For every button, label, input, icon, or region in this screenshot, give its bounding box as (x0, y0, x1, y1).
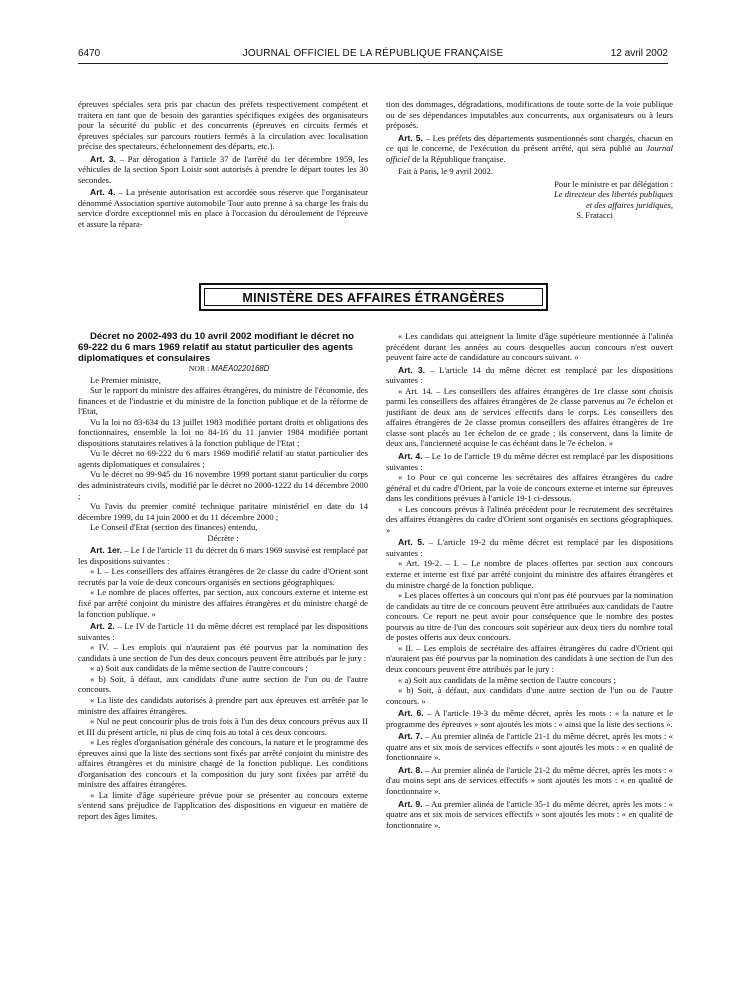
nor-reference: NOR : MAEA0220168D (188, 364, 270, 373)
header-rule (78, 63, 668, 64)
paragraph: « Art. 14. – Les conseillers des affaires étrangères de 1re classe sont choisis parmi les conseillers des affaires étrangères de 2e classe parvenus au 7e échelon et justifiant de deux ans de services effectifs dans le corps. Les conseillers des affaires étrangères de 2e classe promus conseillers des affaires étrangères de 1re classe sont placés au 1er échelon de ce grade ; ils conservent, dans la limite de deux ans, l'ancienneté acquise le cas échéant dans le 7e échelon. » (386, 385, 673, 449)
paragraph: « II. – Les emplois de secrétaire des affaires étrangères du cadre d'Orient qui n'auraient pas été pourvus par la nomination des candidats à une section de l'un des deux concours peuvent être attribués par le jury : (386, 642, 673, 674)
paragraph: Sur le rapport du ministre des affaires étrangères, du ministre de l'économie, des finances et de l'industrie et du ministre de la fonction publique et de la réforme de l'Etat, (78, 385, 368, 417)
journal-name: Journal officiel (386, 143, 673, 164)
top-left-column (78, 99, 368, 230)
ministry-title: MINISTÈRE DES AFFAIRES ÉTRANGÈRES (204, 288, 543, 306)
paragraph: « Les règles d'organisation générale des concours, la nature et le programme des épreuves ainsi que la liste des sections sont fixés par arrêté conjoint du ministre des affaires étrangères et du ministre chargé de la fonction publique. Les conditions d'organisation des concours et la composition du jury sont fixées par arrêté du ministre des affaires étrangères. (78, 737, 368, 790)
decree-right-column (386, 331, 673, 830)
article-4: Art. 4. – La présente autorisation est accordée sous réserve que l'organisateur dénommé Association sportive automobile Tour auto prenne à sa charge les frais du service d'ordre exceptionnel mis en place à l'occasion du déroulement de l'épreuve et assure la répara- (78, 187, 369, 230)
done-at: Fait à Paris, le 9 avril 2002. (398, 166, 493, 177)
paragraph: « 1o Pour ce qui concerne les secrétaires des affaires étrangères du cadre général et du cadre d'Orient, par la voie de concours externe et interne sur épreuves dans les conditions prévues à l'article 19-1 ci-dessous. (386, 472, 673, 504)
paragraph: « Les concours prévus à l'alinéa précédent pour le recrutement des secrétaires des affaires étrangères du cadre d'Orient sont organisés en sections géographiques. » (386, 503, 673, 535)
article-label: Art. 2. (90, 621, 115, 632)
article-label: Art. 4. (90, 187, 116, 198)
paragraph: Le Conseil d'Etat (section des finances) entendu, (90, 522, 258, 533)
article-label: Art. 5. (398, 537, 425, 548)
article-label: Art. 8. (398, 764, 423, 775)
paragraph: Le Premier ministre, (90, 374, 161, 385)
decree-left-column (78, 331, 368, 822)
paragraph: épreuves spéciales sera pris par chacun des préfets respectivement compétent et traitera en tant que de besoin des garanties spécifiques exigées des organisateurs pour la sécurité du public et des concurrents (épreuves en circuits fermés et épreuves spéciales sur parcours routiers fermés à la circulation avec localisation précise des spectateurs, échelonnement des départs, etc.). (78, 99, 368, 152)
signature-line-3: et des affaires juridiques, (585, 199, 673, 210)
paragraph: « Les places offertes à un concours qui n'ont pas été pourvues par la nomination de candidats au titre de ce concours peuvent être attribuées aux candidats de l'autre concours. Ce report ne peut avoir pour conséquence que le nombre des postes pourvus au titre de l'un des concours soit supérieur aux deux tiers du nombre total de postes offerts aux deux concours. (386, 590, 673, 643)
article-label: Art. 5. (398, 132, 423, 143)
article-label: Art. 6. (398, 708, 424, 719)
article-paragraph: Art. 4. – Le 1o de l'article 19 du même décret est remplacé par les dispositions suivantes : (386, 451, 673, 472)
top-right-column (386, 99, 673, 221)
article-paragraph: Art. 3. – L'article 14 du même décret est remplacé par les dispositions suivantes : (386, 364, 673, 386)
article-label: Art. 3. (90, 153, 116, 164)
article-paragraph: Art. 6. – A l'article 19-3 du même décret, après les mots : « la nature et le programme des épreuves » sont ajoutés les mots : « ainsi que la liste des sections ». (386, 708, 674, 729)
paragraph: « b) Soit, à défaut, aux candidats d'une autre section de l'un ou de l'autre concours. » (386, 685, 673, 706)
article-label: Art. 1er. (90, 545, 123, 556)
article-5: Art. 5. – Les préfets des départements susmentionnés sont chargés, chacun en ce qui le concerne, de l'exécution du présent arrêté, qui sera publié au Journal officiel de la République française. (386, 132, 673, 164)
article-paragraph: Art. 5. – L'article 19-2 du même décret est remplacé par les dispositions suivantes : (386, 537, 673, 558)
ministry-banner (199, 283, 548, 311)
article-paragraph: Art. 9. – Au premier alinéa de l'article 35-1 du même décret, après les mots : « quatre ans et six mois de services effectifs » sont ajoutés les mots : « en qualité de fonctionnaire ». (386, 798, 673, 830)
decree-left-body (78, 375, 368, 822)
decree-right-body (386, 331, 673, 830)
article-label: Art. 3. (398, 364, 426, 375)
decree-title: Décret no 2002-493 du 10 avril 2002 modifiant le décret no 69-222 du 6 mars 1969 relatif au statut particulier des agents diplomatiques et consulaires (78, 331, 354, 364)
article-paragraph: Art. 8. – Au premier alinéa de l'article 21-2 du même décret, après les mots : « d'au moins sept ans de services effectifs » sont ajoutés les mots : « en qualité de fonctionnaire ». (386, 764, 673, 796)
paragraph: « La limite d'âge supérieure prévue pour se présenter au concours externe s'entend sans préjudice de l'application des dispositions en vigueur en matière de report des âges limites. (78, 789, 368, 821)
issue-date: 12 avril 2002 (610, 48, 668, 59)
article-paragraph: Art. 1er. – Le I de l'article 11 du décret du 6 mars 1969 susvisé est remplacé par les dispositions suivantes : (78, 545, 368, 566)
paragraph: « I. – Les conseillers des affaires étrangères de 2e classe du cadre d'Orient sont recrutés par la voie de deux concours organisés en sections géographiques. (78, 566, 368, 587)
page-header (78, 46, 668, 62)
paragraph: Vu le décret no 99-945 du 16 novembre 1999 portant statut particulier du corps des administrateurs civils, modifié par le décret no 2000-1222 du 14 décembre 2000 ; (78, 469, 368, 501)
paragraph: Décrète : (207, 532, 239, 543)
signatory-name: S. Fratacci (576, 210, 613, 221)
paragraph: Vu le décret no 69-222 du 6 mars 1969 modifié relatif au statut particulier des agents diplomatiques et consulaires ; (78, 448, 368, 469)
paragraph: « Les candidats qui atteignent la limite d'âge supérieure mentionnée à l'alinéa précédent durant les années au cours desquelles aucun concours n'est ouvert peuvent faire acte de candidature au concours suivant. » (386, 331, 673, 363)
nor-code: MAEA0220168D (211, 364, 270, 373)
paragraph: « Nul ne peut concourir plus de trois fois à l'un des deux concours prévus aux II et III du présent article, ni plus de cinq fois au total à ces deux concours. (78, 716, 368, 737)
article-paragraph: Art. 7. – Au premier alinéa de l'article 21-1 du même décret, après les mots : « quatre ans et six mois de services effectifs » sont ajoutés les mots : « en qualité de fonctionnaire ». (386, 731, 673, 763)
article-label: Art. 4. (398, 451, 423, 462)
paragraph: « La liste des candidats autorisés à prendre part aux épreuves est arrêtée par le ministre des affaires étrangères. (78, 694, 368, 716)
paragraph: « a) Soit aux candidats de la même section de l'autre concours ; (90, 663, 308, 674)
paragraph: « Art. 19-2. – I. – Le nombre de places offertes par section aux concours externe et interne est fixé par arrêté conjoint du ministre des affaires étrangères et du ministre chargé de la fonction publique. (386, 558, 673, 590)
paragraph: tion des dommages, dégradations, modifications de toute sorte de la voie publique ou de ses dépendances imputables aux concurrents, aux organisateurs ou à leurs préposés. (386, 99, 673, 131)
signature-line-2: Le directeur des libertés publiques (553, 189, 673, 200)
page-number: 6470 (78, 48, 101, 59)
article-label: Art. 7. (398, 731, 423, 742)
paragraph: « b) Soit, à défaut, aux candidats d'une autre section de l'un ou de l'autre concours. (78, 673, 368, 695)
signature-line-1: Pour le ministre et par délégation : (554, 178, 673, 189)
article-paragraph: Art. 2. – Le IV de l'article 11 du même décret est remplacé par les dispositions suivantes : (78, 621, 369, 642)
article-label: Art. 9. (398, 798, 423, 809)
paragraph: « IV. – Les emplois qui n'auraient pas été pourvus par la nomination des candidats à une section de l'un des deux concours peuvent être attribués par le jury : (78, 642, 368, 663)
paragraph: Vu la loi no 83-634 du 13 juillet 1983 modifiée portant droits et obligations des fonctionnaires, ensemble la loi no 84-16 du 11 janvier 1984 modifiée portant dispositions statutaires relatives à la fonction publique de l'Etat ; (78, 416, 368, 448)
paragraph: Vu l'avis du premier comité technique paritaire ministériel en date du 14 décembre 1999, du 14 juin 2000 et du 11 décembre 2000 ; (78, 501, 368, 522)
article-3: Art. 3. – Par dérogation à l'article 37 de l'arrêté du 1er décembre 1959, les véhicules de la section Sport Loisir sont autorisés à prendre le départ toutes les 30 secondes. (78, 153, 368, 185)
journal-title: JOURNAL OFFICIEL DE LA RÉPUBLIQUE FRANÇAISE (242, 48, 504, 59)
paragraph: « a) Soit aux candidats de la même section de l'autre concours ; (398, 674, 616, 685)
paragraph: « Le nombre de places offertes, par section, aux concours externe et interne est fixé par arrêté conjoint du ministre des affaires étrangères et du ministre chargé de la fonction publique. » (78, 587, 368, 619)
